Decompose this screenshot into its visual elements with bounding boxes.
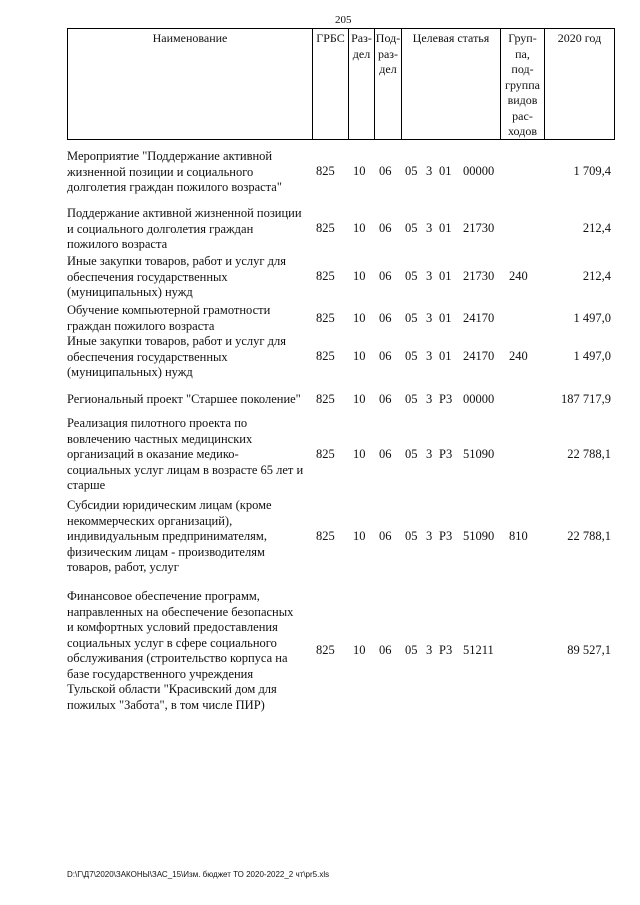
target-part-4: 51090 <box>463 529 495 543</box>
target-part-4: 51211 <box>463 643 494 657</box>
podrazdel-value: 06 <box>379 164 392 178</box>
amount-value: 212,4 <box>582 269 611 283</box>
target-part-1: 05 <box>405 349 418 363</box>
row-name: Иные закупки товаров, работ и услуг для обеспечения государственных (муниципальных) нужд <box>67 334 287 379</box>
row-name: Региональный проект "Старшее поколение" <box>67 392 301 406</box>
header-group: Груп- па, под- группа видов рас- ходов <box>500 29 544 139</box>
header-name: Наименование <box>67 29 312 139</box>
target-part-2: 3 <box>426 643 433 657</box>
target-part-1: 05 <box>405 221 418 235</box>
target-part-4: 24170 <box>463 349 495 363</box>
target-part-2: 3 <box>426 311 433 325</box>
amount-value: 212,4 <box>582 221 611 235</box>
grbs-value: 825 <box>316 269 335 283</box>
podrazdel-value: 06 <box>379 221 392 235</box>
podrazdel-value: 06 <box>379 447 392 461</box>
target-part-4: 21730 <box>463 221 495 235</box>
table-header <box>67 28 615 140</box>
target-part-4: 00000 <box>463 164 495 178</box>
grbs-value: 825 <box>316 392 335 406</box>
target-part-1: 05 <box>405 643 418 657</box>
target-part-3: 01 <box>439 269 452 283</box>
razdel-value: 10 <box>353 311 366 325</box>
target-part-1: 05 <box>405 311 418 325</box>
group-value: 240 <box>509 269 528 283</box>
target-part-3: 01 <box>439 221 452 235</box>
target-part-2: 3 <box>426 392 433 406</box>
amount-value: 89 527,1 <box>567 643 611 657</box>
page-number: 205 <box>335 14 352 26</box>
header-razdel: Раз- дел <box>348 29 374 139</box>
target-part-4: 24170 <box>463 311 495 325</box>
amount-value: 1 497,0 <box>573 349 611 363</box>
file-path-footer: D:\Г\Д7\2020\ЗАКОНЫ\ЗАС_15\Изм. бюджет ТО 2020-2022_2 чт\pr5.xls <box>67 870 330 879</box>
target-part-3: P3 <box>439 529 453 543</box>
target-part-1: 05 <box>405 447 418 461</box>
razdel-value: 10 <box>353 164 366 178</box>
header-grbs: ГРБС <box>312 29 348 139</box>
target-part-3: 01 <box>439 164 452 178</box>
group-value: 810 <box>509 529 528 543</box>
row-name: Поддержание активной жизненной позиции и социального долголетия граждан пожилого возраста <box>67 206 302 251</box>
target-part-2: 3 <box>426 447 433 461</box>
target-part-1: 05 <box>405 529 418 543</box>
target-part-3: P3 <box>439 447 453 461</box>
grbs-value: 825 <box>316 447 335 461</box>
amount-value: 22 788,1 <box>567 447 611 461</box>
row-name: Финансовое обеспечение программ, направленных на обеспечение безопасных и комфортных условий предоставления социальных услуг в сфере социального обслуживания (строительство корпуса на базе государственного учреждения Тульской области "Красивский дом для пожилых "Забота", в том числе ПИР) <box>67 589 294 712</box>
target-part-2: 3 <box>426 164 433 178</box>
target-part-3: 01 <box>439 311 452 325</box>
header-target: Целевая статья <box>401 29 500 139</box>
header-year: 2020 год <box>544 29 615 139</box>
target-part-3: 01 <box>439 349 452 363</box>
target-part-1: 05 <box>405 269 418 283</box>
target-part-2: 3 <box>426 221 433 235</box>
podrazdel-value: 06 <box>379 269 392 283</box>
razdel-value: 10 <box>353 349 366 363</box>
budget-table <box>67 28 615 712</box>
target-part-4: 51090 <box>463 447 495 461</box>
target-part-1: 05 <box>405 392 418 406</box>
amount-value: 1 497,0 <box>573 311 611 325</box>
target-part-3: P3 <box>439 643 453 657</box>
grbs-value: 825 <box>316 164 335 178</box>
razdel-value: 10 <box>353 643 366 657</box>
podrazdel-value: 06 <box>379 643 392 657</box>
group-value: 240 <box>509 349 528 363</box>
target-part-2: 3 <box>426 269 433 283</box>
grbs-value: 825 <box>316 311 335 325</box>
podrazdel-value: 06 <box>379 349 392 363</box>
row-name: Обучение компьютерной грамотности граждан пожилого возраста <box>67 303 271 333</box>
grbs-value: 825 <box>316 349 335 363</box>
podrazdel-value: 06 <box>379 529 392 543</box>
target-part-4: 21730 <box>463 269 495 283</box>
razdel-value: 10 <box>353 529 366 543</box>
amount-value: 187 717,9 <box>561 392 611 406</box>
razdel-value: 10 <box>353 269 366 283</box>
amount-value: 1 709,4 <box>573 164 611 178</box>
amount-value: 22 788,1 <box>567 529 611 543</box>
podrazdel-value: 06 <box>379 392 392 406</box>
row-name: Мероприятие "Поддержание активной жизненной позиции и социального долголетия граждан пожилого возраста" <box>67 149 282 194</box>
grbs-value: 825 <box>316 221 335 235</box>
podrazdel-value: 06 <box>379 311 392 325</box>
razdel-value: 10 <box>353 447 366 461</box>
row-name: Иные закупки товаров, работ и услуг для обеспечения государственных (муниципальных) нужд <box>67 254 287 299</box>
row-name: Реализация пилотного проекта по вовлечению частных медицинских организаций в оказание медико- социальных услуг лицам в возрасте 65 лет и старше <box>67 416 304 492</box>
target-part-3: P3 <box>439 392 453 406</box>
target-part-4: 00000 <box>463 392 495 406</box>
razdel-value: 10 <box>353 392 366 406</box>
razdel-value: 10 <box>353 221 366 235</box>
target-part-2: 3 <box>426 529 433 543</box>
header-podrazdel: Под- раз- дел <box>374 29 401 139</box>
grbs-value: 825 <box>316 643 335 657</box>
grbs-value: 825 <box>316 529 335 543</box>
row-name: Субсидии юридическим лицам (кроме некоммерческих организаций), индивидуальным предпринимателям, физическим лицам - производителям товаров, работ, услуг <box>67 498 272 574</box>
target-part-2: 3 <box>426 349 433 363</box>
target-part-1: 05 <box>405 164 418 178</box>
